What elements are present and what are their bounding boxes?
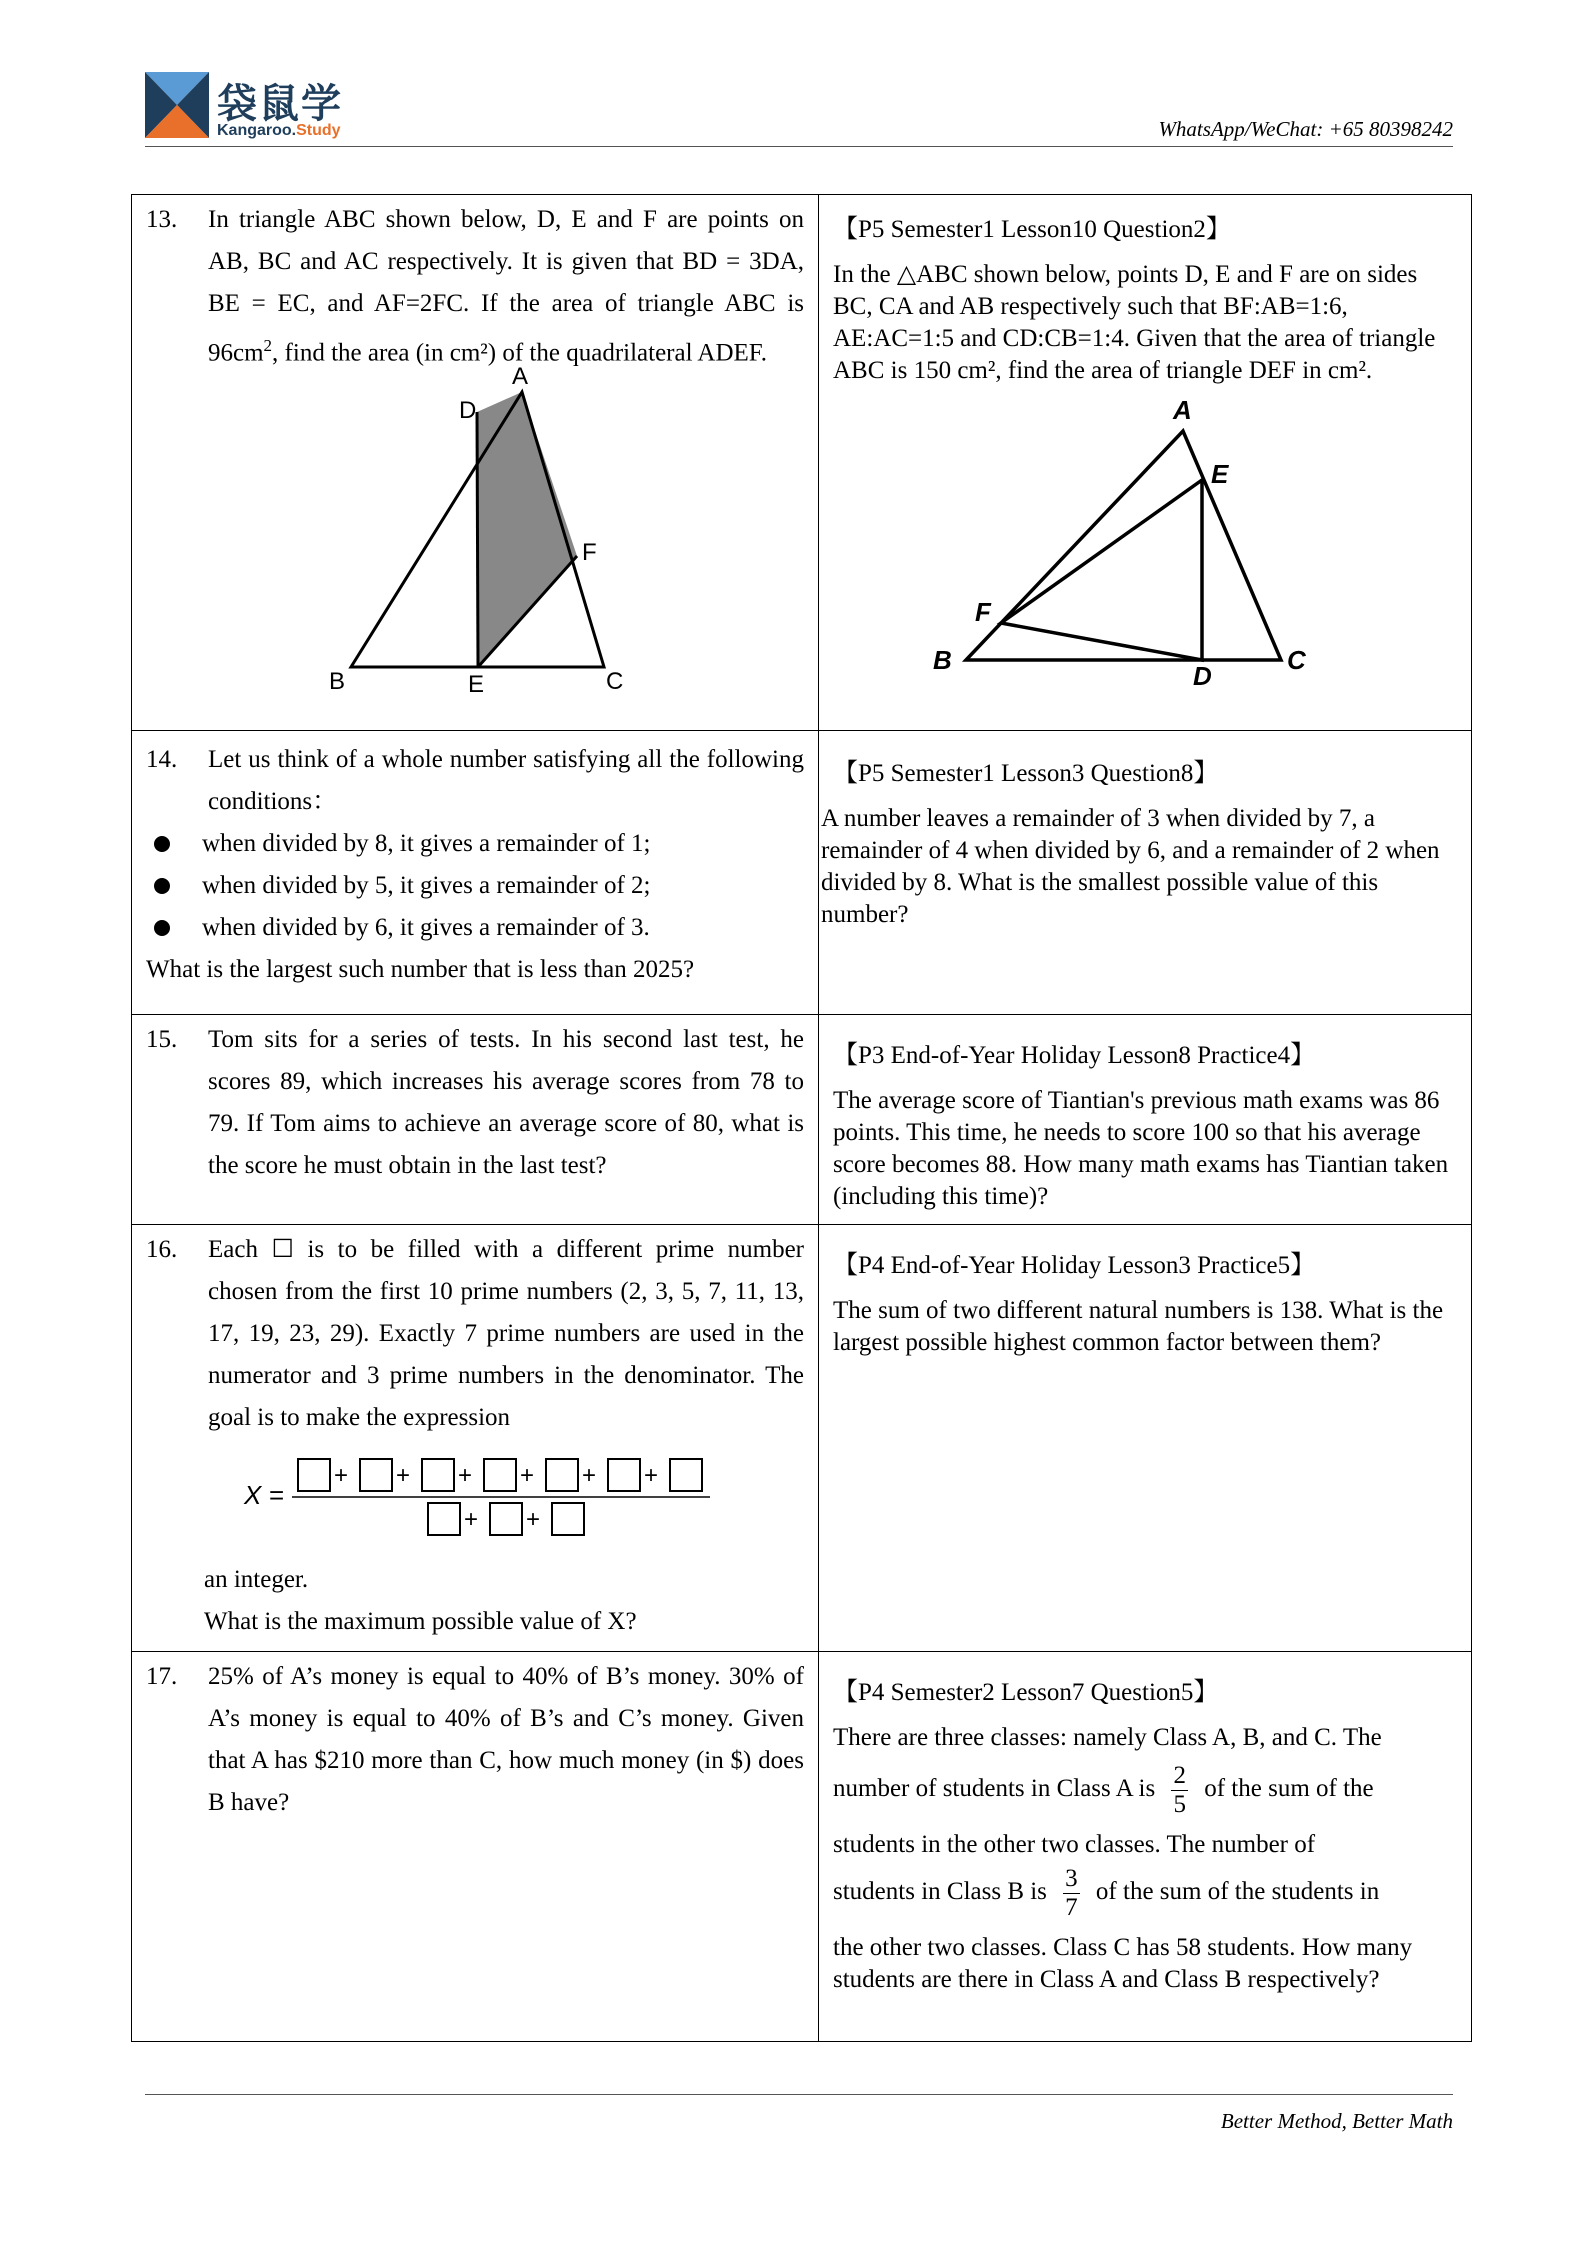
page-header [145, 72, 1453, 147]
table-row [132, 1652, 1472, 2042]
blank-box[interactable] [490, 1503, 522, 1535]
reference-text: The average score of Tiantian's previous math exams was 86 points. This time, he needs to score 100 so that his average score becomes 88. How many math exams has Tiantian taken (including this time)? [833, 1087, 1449, 1210]
fraction-expression [206, 1445, 806, 1545]
reference-cell [819, 1652, 1472, 2042]
question-intro: Let us think of a whole number satisfying all the following conditions： [208, 746, 804, 815]
question-text: In triangle ABC shown below, D, E and F are points on AB, BC and AC respectively. It is given that BD = 3DA, BE = EC, and AF=2FC. If the area of triangle ABC is $96cm^2$, find the area (in cm²) of the quadrilateral ADEF. [208, 206, 804, 367]
label-f: F [582, 539, 597, 567]
question-text: 25% of A’s money is equal to 40% of B’s money. 30% of A’s money is equal to 40% of B’s and C’s money. Given that A has $210 more than C, how much money (in $) does B have? [208, 1663, 804, 1816]
denominator-plus-signs [464, 1506, 540, 1533]
blank-box[interactable] [552, 1503, 584, 1535]
contact-info: WhatsApp/WeChat: +65 80398242 [1158, 117, 1453, 141]
condition-list [146, 823, 804, 949]
blank-box[interactable] [484, 1459, 516, 1491]
fraction-two-fifths: $\frac{2}{5}$ [1173, 1762, 1186, 1818]
question-table [131, 194, 1472, 2042]
kangaroo-study-logo [145, 72, 345, 146]
ref-label-f: F [975, 597, 991, 627]
svg-text:+: + [458, 1462, 473, 1489]
reference-text: In the △ABC shown below, points D, E and F are on sides BC, CA and AB respectively such that BF:AB=1:6, AE:AC=1:5 and CD:CB=1:4. Given that the area of triangle ABC is 150 cm², find the area of triangle DEF in cm². [833, 261, 1436, 384]
svg-text:+: + [644, 1462, 659, 1489]
label-b: B [329, 668, 346, 696]
ref-label-a: A [1173, 395, 1192, 425]
blank-box[interactable] [298, 1459, 330, 1491]
svg-text:+: + [396, 1462, 411, 1489]
svg-text:+: + [582, 1462, 597, 1489]
triangle-adef-diagram [132, 342, 818, 699]
reference-title: 【P5 Semester1 Lesson10 Question2】 [833, 216, 1231, 243]
reference-text: There are three classes: namely Class A, B, and C. The number of students in Class A is $\frac{2}{5}$ of the sum of the students in the other two classes. The number of students in Class B is $\frac{3}{7}$ of the sum of the students in the other two classes. Class C has 58 students. How many students are there in Class A and Class B respectively? [833, 1724, 1413, 1993]
question-after: an integer. [204, 1566, 309, 1593]
blank-box[interactable] [422, 1459, 454, 1491]
question-number: 15. [146, 1026, 178, 1053]
list-item: when divided by 8, it gives a remainder of 1; [146, 823, 804, 865]
reference-text: The sum of two different natural numbers is 138. What is the largest possible highest common factor between them? [833, 1297, 1444, 1356]
blank-box[interactable] [670, 1459, 702, 1491]
logo-english-text: Kangaroo.Study [217, 122, 341, 139]
question-text: What is the maximum possible value of X? [204, 1608, 637, 1635]
numerator-boxes [298, 1459, 702, 1491]
question-cell [132, 1652, 819, 2042]
question-number: 14. [146, 746, 178, 773]
svg-text:+: + [526, 1506, 541, 1533]
reference-title: 【P5 Semester1 Lesson3 Question8】 [833, 760, 1219, 787]
table-row [132, 195, 1472, 731]
blank-box[interactable] [428, 1503, 460, 1535]
ref-label-e: E [1211, 459, 1229, 489]
table-row [132, 1015, 1472, 1225]
reference-title: 【P3 End-of-Year Holiday Lesson8 Practice4】 [833, 1042, 1316, 1069]
label-a: A [512, 363, 529, 391]
denominator-boxes [428, 1503, 584, 1535]
segment-de [477, 412, 478, 667]
footer-tagline: Better Method, Better Math [1220, 2109, 1453, 2133]
reference-cell [819, 1015, 1472, 1225]
numerator-plus-signs [334, 1462, 658, 1489]
label-c: C [606, 668, 624, 696]
fraction-three-sevenths: $\frac{3}{7}$ [1065, 1865, 1078, 1921]
logo-chinese-text: 袋鼠学 [217, 81, 343, 127]
reference-title: 【P4 End-of-Year Holiday Lesson3 Practice5】 [833, 1252, 1316, 1279]
expression-label: X = [244, 1480, 284, 1510]
question-number: 13. [146, 206, 178, 233]
reference-cell [819, 731, 1472, 1015]
blank-box[interactable] [546, 1459, 578, 1491]
blank-box[interactable] [360, 1459, 392, 1491]
list-item: when divided by 6, it gives a remainder of 3. [146, 907, 804, 949]
question-text: Each ☐ is to be filled with a different prime number chosen from the first 10 prime numbers (2, 3, 5, 7, 11, 13, 17, 19, 23, 29). Exactly 7 prime numbers are used in the numerator and 3 prime numbers in the denominator. The goal is to make the expression [208, 1236, 804, 1431]
question-text: Tom sits for a series of tests. In his second last test, he scores 89, which increases his average scores from 78 to 79. If Tom aims to achieve an average score of 80, what is the score he must obtain in the last test? [208, 1026, 804, 1179]
question-text: What is the largest such number that is less than 2025? [146, 956, 695, 983]
reference-cell [819, 195, 1472, 731]
question-number: 17. [146, 1663, 178, 1690]
list-item: when divided by 5, it gives a remainder of 2; [146, 865, 804, 907]
triangle-def-diagram [819, 371, 1471, 691]
reference-cell [819, 1225, 1472, 1652]
table-row [132, 731, 1472, 1015]
question-cell [132, 731, 819, 1015]
label-e: E [468, 671, 485, 699]
reference-title: 【P4 Semester2 Lesson7 Question5】 [833, 1679, 1219, 1706]
question-cell [132, 1015, 819, 1225]
svg-text:+: + [520, 1462, 535, 1489]
page-footer [145, 2094, 1453, 2133]
ref-label-c: C [1287, 645, 1306, 675]
ref-label-b: B [933, 645, 952, 675]
label-d: D [459, 397, 477, 425]
question-cell [132, 1225, 819, 1652]
table-row [132, 1225, 1472, 1652]
svg-text:+: + [334, 1462, 349, 1489]
reference-text: A number leaves a remainder of 3 when divided by 7, a remainder of 4 when divided by 6, and a remainder of 2 when divided by 8. What is the smallest possible value of this number? [821, 805, 1440, 928]
triangle-def [1001, 480, 1202, 660]
question-number: 16. [146, 1236, 178, 1263]
logo-mark-icon [145, 72, 209, 138]
ref-label-d: D [1193, 661, 1212, 691]
blank-box[interactable] [608, 1459, 640, 1491]
svg-text:+: + [464, 1506, 479, 1533]
question-cell [132, 195, 819, 731]
